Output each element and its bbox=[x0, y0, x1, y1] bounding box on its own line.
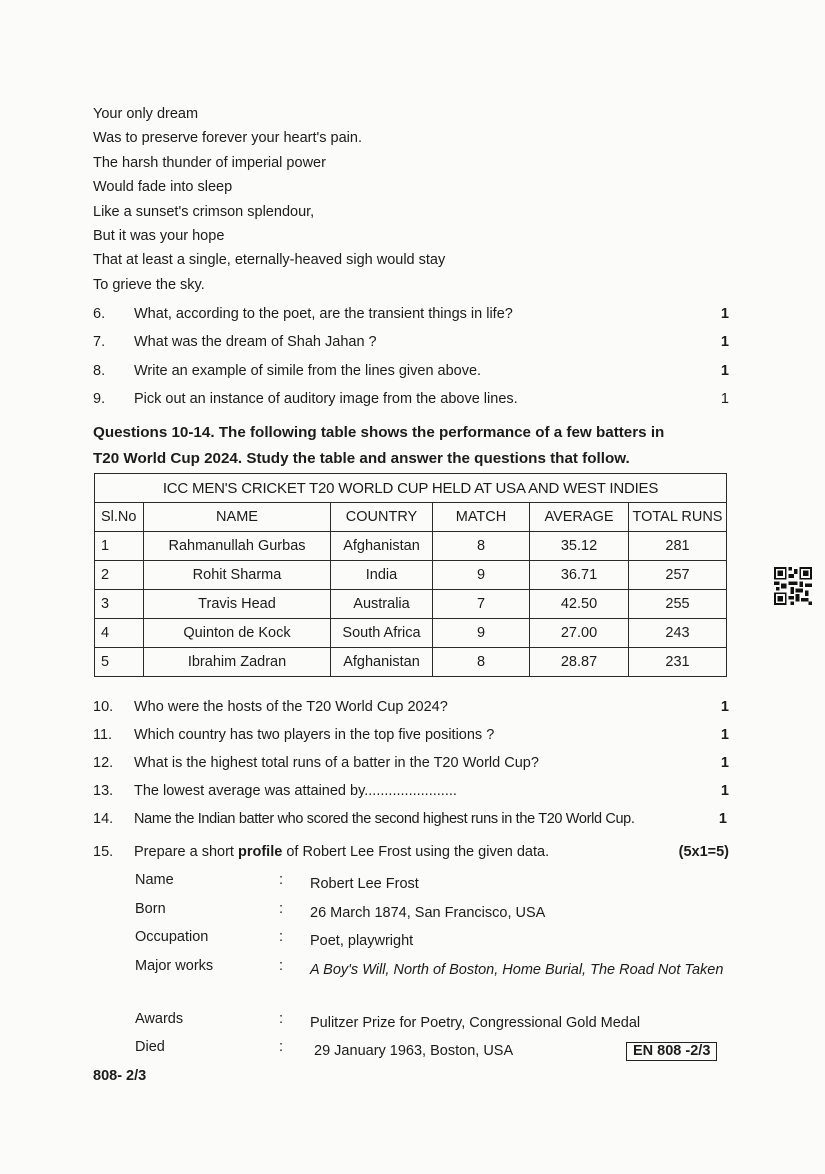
table-row bbox=[95, 619, 727, 648]
paper-code-box: EN 808 -2/3 bbox=[626, 1042, 717, 1061]
question-mark: (5x1=5) bbox=[678, 844, 729, 860]
poem-line: Was to preserve forever your heart's pain. bbox=[93, 130, 362, 147]
question-text: Name the Indian batter who scored the second highest runs in the T20 World Cup. bbox=[134, 811, 635, 827]
question-text: What is the highest total runs of a batter in the T20 World Cup? bbox=[134, 755, 539, 771]
profile-label: Occupation bbox=[135, 929, 209, 945]
question-mark: 1 bbox=[720, 363, 729, 379]
question-text: What, according to the poet, are the transient things in life? bbox=[134, 306, 513, 322]
question-mark: 1 bbox=[718, 811, 727, 827]
cell-match: 8 bbox=[433, 532, 530, 561]
question-number: 8. bbox=[93, 363, 106, 379]
question-number: 13. bbox=[93, 783, 114, 799]
cell-country: Afghanistan bbox=[331, 532, 433, 561]
header-slno: Sl.No bbox=[95, 503, 144, 532]
question-10 bbox=[93, 699, 729, 719]
profile-value: 29 January 1963, Boston, USA bbox=[310, 1043, 514, 1059]
table-row bbox=[95, 532, 727, 561]
batters-table bbox=[94, 473, 727, 677]
profile-value: 26 March 1874, San Francisco, USA bbox=[310, 904, 546, 921]
poem-line: Your only dream bbox=[93, 106, 199, 122]
question-text: Pick out an instance of auditory image from the above lines. bbox=[134, 391, 518, 407]
question-11 bbox=[93, 727, 729, 747]
cell-average: 36.71 bbox=[530, 561, 629, 590]
cell-total-runs: 257 bbox=[629, 561, 727, 590]
text-segment: of Robert Lee Frost using the given data. bbox=[282, 844, 550, 860]
profile-label: Major works bbox=[135, 957, 214, 974]
cell-slno: 1 bbox=[95, 532, 144, 561]
cell-average: 28.87 bbox=[530, 648, 629, 677]
cell-match: 9 bbox=[433, 561, 530, 590]
separator: : bbox=[279, 1039, 284, 1055]
separator: : bbox=[279, 929, 284, 945]
header-name: NAME bbox=[144, 503, 331, 532]
cell-total-runs: 255 bbox=[629, 590, 727, 619]
profile-value: A Boy's Will, North of Boston, Home Burial, The Road Not Taken bbox=[310, 961, 724, 978]
question-14 bbox=[93, 811, 729, 831]
separator: : bbox=[279, 957, 284, 974]
table-instructions bbox=[93, 420, 733, 472]
question-9 bbox=[93, 391, 729, 411]
cell-country: Australia bbox=[331, 590, 433, 619]
poem-line: The harsh thunder of imperial power bbox=[93, 154, 326, 171]
cell-slno: 2 bbox=[95, 561, 144, 590]
cell-slno: 5 bbox=[95, 648, 144, 677]
cell-name: Rohit Sharma bbox=[144, 561, 331, 590]
cell-match: 8 bbox=[433, 648, 530, 677]
question-number: 7. bbox=[93, 334, 106, 350]
cell-average: 35.12 bbox=[530, 532, 629, 561]
question-mark: 1 bbox=[720, 755, 729, 771]
text-segment: Prepare a short bbox=[134, 844, 238, 860]
cell-name: Quinton de Kock bbox=[144, 619, 331, 648]
cell-country: India bbox=[331, 561, 433, 590]
profile-label: Died bbox=[135, 1039, 165, 1055]
separator: : bbox=[279, 872, 284, 888]
cell-slno: 4 bbox=[95, 619, 144, 648]
cell-slno: 3 bbox=[95, 590, 144, 619]
profile-label: Awards bbox=[135, 1010, 184, 1027]
cell-name: Ibrahim Zadran bbox=[144, 648, 331, 677]
table-row bbox=[95, 648, 727, 677]
profile-value: Pulitzer Prize for Poetry, Congressional Gold Medal bbox=[310, 1014, 641, 1031]
poem-excerpt bbox=[93, 102, 445, 297]
question-7 bbox=[93, 334, 729, 354]
question-8 bbox=[93, 363, 729, 383]
header-country: COUNTRY bbox=[331, 503, 433, 532]
question-mark: 1 bbox=[720, 306, 729, 322]
question-15 bbox=[93, 844, 729, 864]
question-12 bbox=[93, 755, 729, 775]
header-match: MATCH bbox=[433, 503, 530, 532]
question-text: What was the dream of Shah Jahan ? bbox=[134, 334, 377, 350]
cell-total-runs: 243 bbox=[629, 619, 727, 648]
question-text bbox=[134, 844, 549, 860]
separator: : bbox=[279, 1010, 284, 1027]
cell-average: 42.50 bbox=[530, 590, 629, 619]
profile-label: Born bbox=[135, 900, 166, 917]
question-mark: 1 bbox=[720, 334, 729, 350]
cell-match: 9 bbox=[433, 619, 530, 648]
table-title: ICC MEN'S CRICKET T20 WORLD CUP HELD AT USA AND WEST INDIES bbox=[95, 474, 727, 503]
bold-keyword: profile bbox=[237, 844, 283, 860]
question-13 bbox=[93, 783, 729, 803]
question-mark: 1 bbox=[720, 391, 729, 407]
poem-line: To grieve the sky. bbox=[93, 276, 205, 293]
question-6 bbox=[93, 306, 729, 326]
cell-total-runs: 281 bbox=[629, 532, 727, 561]
question-number: 11. bbox=[93, 727, 113, 743]
cell-name: Rahmanullah Gurbas bbox=[144, 532, 331, 561]
question-mark: 1 bbox=[720, 727, 729, 743]
page-footer-code: 808- 2/3 bbox=[93, 1068, 147, 1084]
cell-name: Travis Head bbox=[144, 590, 331, 619]
question-number: 9. bbox=[93, 391, 106, 407]
poem-line: Like a sunset's crimson splendour, bbox=[93, 203, 315, 220]
qr-code-icon bbox=[774, 567, 812, 605]
question-mark: 1 bbox=[720, 699, 729, 715]
question-number: 6. bbox=[93, 306, 106, 322]
poem-line: But it was your hope bbox=[93, 227, 225, 244]
question-text: The lowest average was attained by....................... bbox=[134, 783, 457, 799]
cell-country: Afghanistan bbox=[331, 648, 433, 677]
profile-value: Robert Lee Frost bbox=[310, 876, 419, 892]
question-text: Which country has two players in the top five positions ? bbox=[134, 727, 495, 743]
question-number: 10. bbox=[93, 699, 114, 715]
header-average: AVERAGE bbox=[530, 503, 629, 532]
question-number: 14. bbox=[93, 811, 114, 827]
cell-match: 7 bbox=[433, 590, 530, 619]
table-row bbox=[95, 590, 727, 619]
question-number: 15. bbox=[93, 844, 114, 860]
poem-line: Would fade into sleep bbox=[93, 179, 233, 196]
cell-country: South Africa bbox=[331, 619, 433, 648]
separator: : bbox=[279, 900, 284, 917]
poem-line: That at least a single, eternally-heaved sigh would stay bbox=[93, 252, 446, 269]
profile-label: Name bbox=[135, 872, 174, 888]
cell-average: 27.00 bbox=[530, 619, 629, 648]
question-text: Who were the hosts of the T20 World Cup 2024? bbox=[134, 699, 448, 715]
question-number: 12. bbox=[93, 755, 114, 771]
table-header-row bbox=[95, 503, 727, 532]
profile-value: Poet, playwright bbox=[310, 933, 414, 949]
table-title-row bbox=[95, 474, 727, 503]
table-row bbox=[95, 561, 727, 590]
instructions-line: T20 World Cup 2024. Study the table and answer the questions that follow. bbox=[93, 450, 630, 467]
header-total-runs: TOTAL RUNS bbox=[629, 503, 727, 532]
question-text: Write an example of simile from the lines given above. bbox=[134, 363, 482, 379]
instructions-line: Questions 10-14. The following table shows the performance of a few batters in bbox=[93, 424, 665, 441]
cell-total-runs: 231 bbox=[629, 648, 727, 677]
question-mark: 1 bbox=[720, 783, 729, 799]
